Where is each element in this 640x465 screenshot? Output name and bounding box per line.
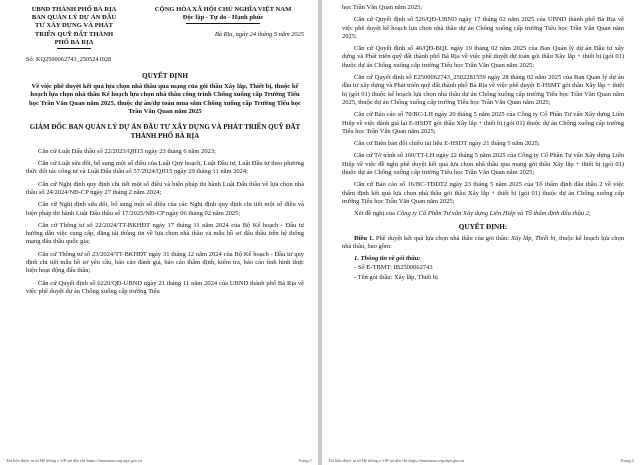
page-number: Trang 2 <box>620 458 634 463</box>
package-name: Xây lắp, Thiết bị, <box>511 234 558 242</box>
divider <box>57 48 91 49</box>
legal-basis-paragraph: Căn cứ Nghị định quy định chi tiết một số điều và biện pháp thi hành Luật Đấu thầu về lựa chọn nhà thầu số 24/2024/NĐ-CP ngày 27 tháng 2 năm 2024; <box>26 180 304 196</box>
recommendation-parties: Công ty Cổ Phần Tư vấn Xây dựng Liên Hiệp và Tổ thẩm định đấu thầu 2, <box>396 210 591 218</box>
legal-basis-paragraph: Căn cứ Nghị định sửa đổi, bổ sung một số điều của các Nghị định quy định chi tiết một số điều và biện pháp thi hành Luật Đấu thầu số 17/2025/NĐ-CP ngày 06 tháng 02 năm 2025; <box>26 201 304 217</box>
org-line: PHỐ BÀ RỊA <box>54 38 94 46</box>
article-text: Phê duyệt kết quả lựa chọn nhà thầu của gói thầu: <box>373 234 512 242</box>
authority-heading: GIÁM ĐỐC BAN QUẢN LÝ DỰ ÁN ĐẦU TƯ XÂY DỰNG VÀ PHÁT TRIỂN QUỸ ĐẤT THÀNH PHỐ BÀ RỊA <box>29 123 301 140</box>
legal-basis-paragraph: Căn cứ Quyết định số 46/QĐ-BQL ngày 19 tháng 02 năm 2025 của Ban Quản lý dự án Đầu tư xây dựng và Phát triển quỹ đất thành phố Bà Rịa về việc phê duyệt dự toán gói thầu Xây lắp + thiết bị (gói 01) thuộc dự án Chống xuống cấp trường Tiểu học Trần Văn Quan năm 2025; <box>342 45 624 69</box>
decision-heading: QUYẾT ĐỊNH: <box>458 222 508 231</box>
item-heading <box>342 255 624 263</box>
legal-basis-paragraph: Căn cứ Báo cáo số 70/BC-LH ngày 20 tháng 5 năm 2025 của Công ty Cổ Phần Tư vấn Xây dựng Liên Hiệp về việc đánh giá lại E-HSĐT gói thầu Xây lắp + thiết bị (gói 01) thuộc dự án Chống xuống cấp trường Tiểu học Trần Văn Quan năm 2025; <box>342 111 624 135</box>
legal-basis-paragraph: học Trần Văn Quan năm 2025; <box>342 4 423 11</box>
org-line: TƯ XÂY DỰNG VÀ PHÁT <box>35 22 113 30</box>
document-page-2 <box>322 0 640 465</box>
org-line: BAN QUẢN LÝ DỰ ÁN ĐẦU <box>31 14 117 22</box>
legal-basis-paragraph: Căn cứ Báo cáo số 16/BC-TĐDT2 ngày 23 tháng 5 năm 2025 của Tổ thẩm định đấu thầu 2 về việc thẩm định kết quả lựa chọn nhà thầu gói thầu Xây lắp + thiết bị (gói 01) thuộc dự án Chống xuống cấp trường Tiểu học Trần Văn Quan năm 2025; <box>342 181 624 205</box>
legal-basis-paragraph: Căn cứ Thông tư số 22/2024/TT-BKHĐT ngày 17 tháng 11 năm 2024 của Bộ Kế hoạch - Đầu tư hướng dẫn việc cung cấp, đăng tải thông tin về lựa chọn nhà thầu và mẫu hồ sơ đấu thầu trên hệ thống mạng đấu thầu quốc gia; <box>26 221 304 246</box>
document-number: Số: KQ2500062743_2505241028 <box>26 56 112 64</box>
place-date: Bà Rịa, ngày 24 tháng 5 năm 2025 <box>214 31 304 39</box>
divider <box>186 23 260 24</box>
package-detail: - Số E-TBMT: IB2500062743 <box>354 264 433 272</box>
article-suffix: thuộc kế hoạch lựa chọn nhà thầu, bao gồm: <box>342 234 625 250</box>
legal-basis-paragraph: Căn cứ Quyết định số 6220/QĐ-UBND ngày 21 tháng 11 năm 2024 của UBND thành phố Bà Rịa về việc phê duyệt dự án Chống xuống cấp trường Tiểu <box>26 279 304 295</box>
page-footer <box>0 458 318 464</box>
page-number: Trang 1 <box>298 458 312 463</box>
article-label: Điều 1. <box>354 234 374 242</box>
national-header <box>142 6 304 49</box>
footer-source: Tài liệu được in từ Hệ thống e-GP tại địa chỉ https://muasamcong.mpi.gov.vn <box>328 458 464 463</box>
legal-basis-paragraph: Căn cứ Luật sửa đổi, bổ sung một số điều của Luật Quy hoạch, Luật Đầu tư, Luật Đầu tư theo phương thức đối tác công tư và Luật Đấu thầu số 57/2024/QH15 ngày 29 tháng 11 năm 2024; <box>26 160 304 176</box>
legal-basis-paragraph: Căn cứ Biên bản đối chiếu tài liệu E-HSDT ngày 21 tháng 5 năm 2025; <box>354 140 540 148</box>
article-1 <box>342 235 624 252</box>
recommendation-prefix: Xét đề nghị của <box>354 210 397 218</box>
recommendation-paragraph <box>342 210 624 218</box>
legal-basis-paragraph: Căn cứ Quyết định số 526/QĐ-UBND ngày 17 tháng 02 năm 2025 của UBND thành phố Bà Rịa về việc phê duyệt kế hoạch lựa chọn nhà thầu dự án Chống xuống cấp trường Tiểu học Trần Văn Quan năm 2025; <box>342 16 624 40</box>
issuing-organization <box>26 6 122 49</box>
national-motto: Độc lập - Tự do - Hạnh phúc <box>182 14 264 22</box>
document-subtitle: Về việc phê duyệt kết quả lựa chọn nhà thầu qua mạng của gói thầu Xây lắp, Thiết bị, thuộc kế hoạch lựa chọn nhà thầu Kế hoạch lựa chọn nhà thầu công trình Chống xuống cấp Trường Tiểu học Trần Văn Quan năm 2025, thuộc dự án/dự toán mua sắm Chống xuống cấp Trường Tiểu học Trần Văn Quan năm 2025 <box>29 83 301 115</box>
org-line: UBND THÀNH PHỐ BÀ RỊA <box>31 6 117 13</box>
legal-basis-paragraph: Căn cứ Luật Đấu thầu số 22/2023/QH15 ngày 23 tháng 6 năm 2023; <box>38 147 216 155</box>
nation-name: CỘNG HÒA XÃ HỘI CHỦ NGHĨA VIỆT NAM <box>154 6 292 13</box>
legal-basis-paragraph: Căn cứ Quyết định số E2500062743_2502281559 ngày 28 tháng 02 năm 2025 của Ban Quản lý dự án đầu tư xây dựng và Phát triển quỹ đất thành phố Bà Rịa về việc phê duyệt E-HSMT gói thầu Xây lắp + thiết bị (gói 01) thuộc kế hoạch lựa chọn nhà thầu dự án Chống xuống cấp trường Tiểu học Trần Văn Quan năm 2025, thuộc dự án Chống xuống cấp trường Tiểu học Trần Văn Quan năm 2025; <box>342 74 624 106</box>
legal-basis-paragraph: Căn cứ Tờ trình số 160/TT-LH ngày 22 tháng 5 năm 2025 của Công ty Cổ Phần Tư vấn Xây dựng Liên Hiệp về việc đề nghị phê duyệt kết quả lựa chọn nhà thầu qua mạng gói thầu Xây lắp + thiết bị (gói 01) thuộc dự án Chống xuống cấp trường Tiểu học Trần Văn Quan năm 2025; <box>342 152 624 177</box>
package-detail: - Tên gói thầu: Xây lắp, Thiết bị <box>354 273 438 281</box>
legal-basis-paragraph: Căn cứ Thông tư số 23/2024/TT-BKHĐT ngày 31 tháng 12 năm 2024 của Bộ Kế hoạch - Đầu tư quy định chi tiết mẫu hồ sơ yêu cầu, báo cáo đánh giá, báo cáo thẩm định, kiểm tra, báo cáo tình hình thực hiện hoạt động đấu thầu; <box>26 250 304 275</box>
page-footer <box>322 458 640 464</box>
org-line: TRIỂN QUỸ ĐẤT THÀNH <box>34 30 114 38</box>
document-title: QUYẾT ĐỊNH <box>142 72 188 81</box>
footer-source: Tài liệu được in từ Hệ thống e-GP tại địa chỉ https://muasamcong.mpi.gov.vn <box>6 458 142 463</box>
document-header <box>26 6 304 49</box>
document-page-1 <box>0 0 318 465</box>
item-heading-text: 1. Thông tin về gói thầu: <box>354 255 421 263</box>
